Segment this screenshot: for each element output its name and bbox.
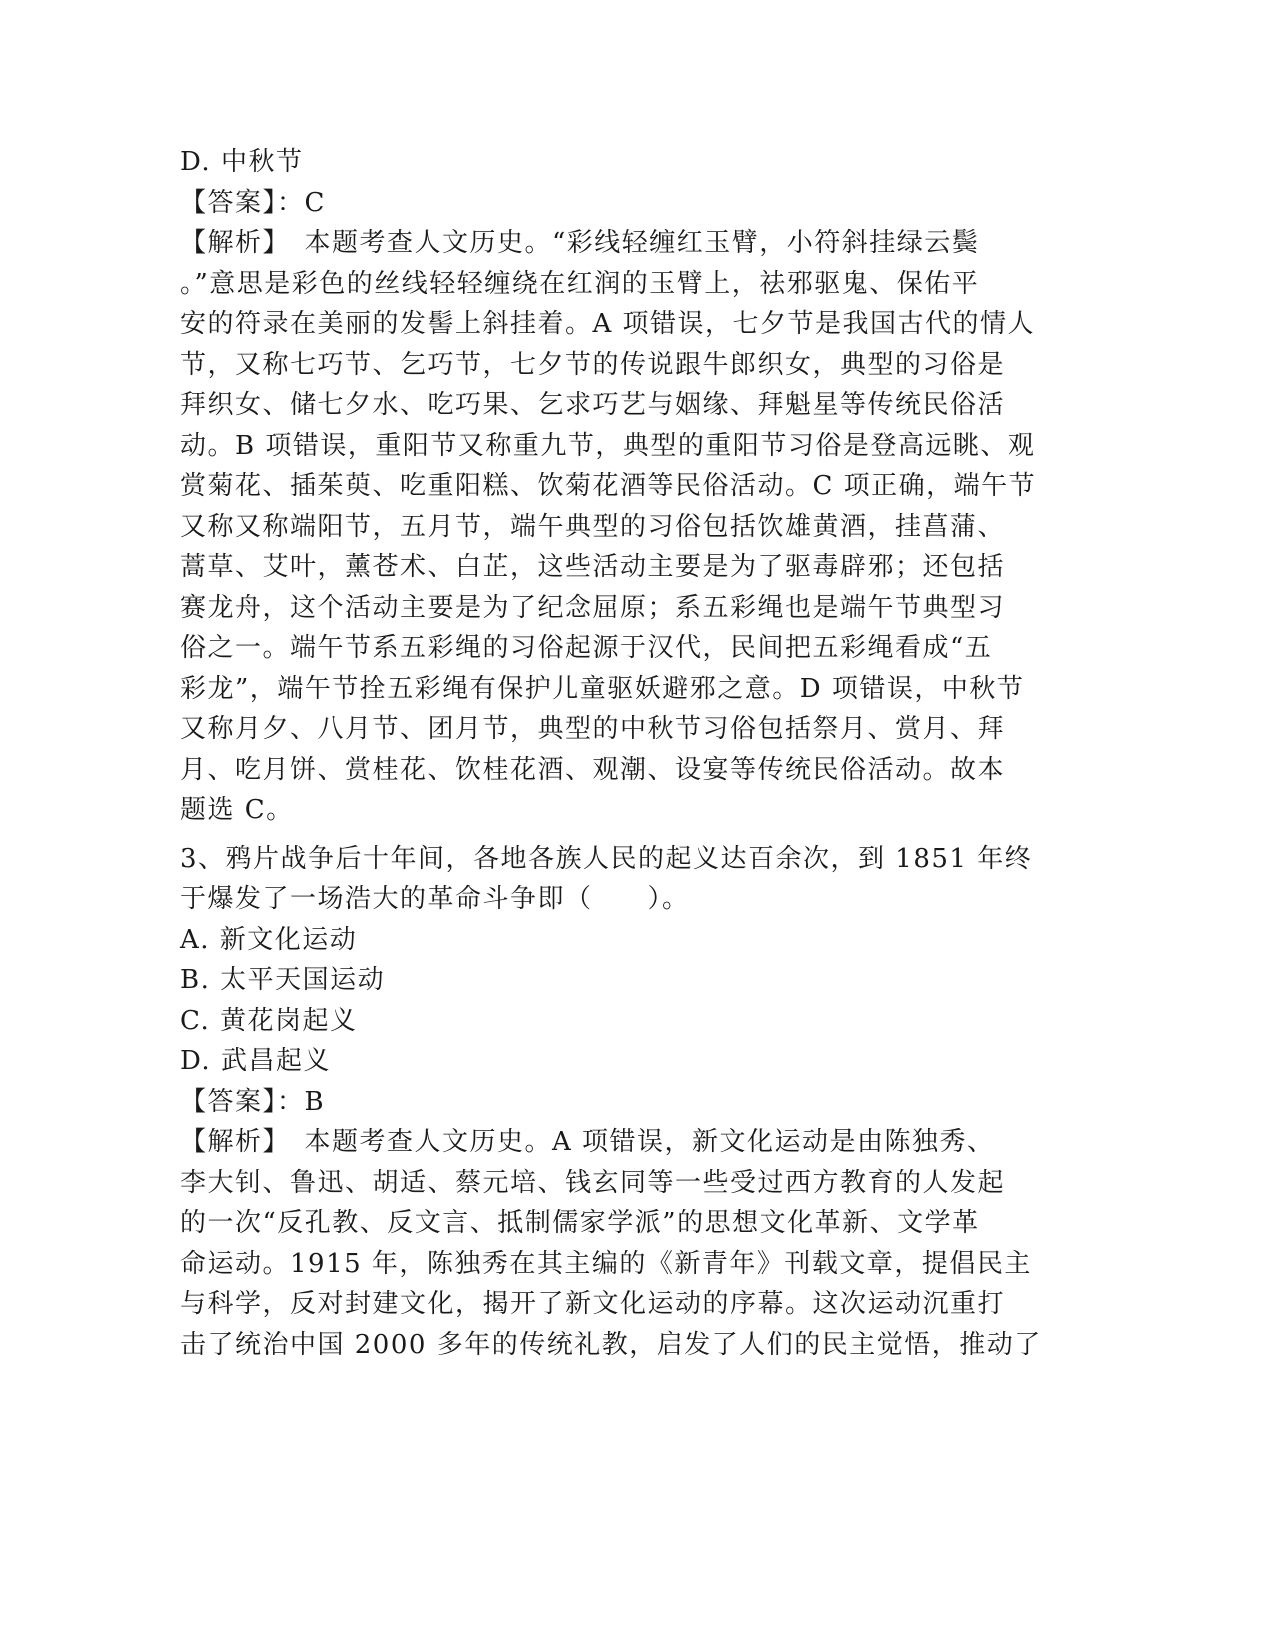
analysis-line: 命运动。1915 年，陈独秀在其主编的《新青年》刊载文章，提倡民主 <box>180 1248 1032 1279</box>
analysis-line: 安的符录在美丽的发髻上斜挂着。A 项错误，七夕节是我国古代的情人 <box>180 309 1036 339</box>
question-2-tail <box>180 142 1040 831</box>
analysis-line: 李大钊、鲁迅、胡适、蔡元培、钱玄同等一些受过西方教育的人发起 <box>180 1167 1006 1198</box>
analysis-line: 题选 C。 <box>180 795 294 825</box>
analysis-line: 赛龙舟，这个活动主要是为了纪念屈原；系五彩绳也是端午节典型习 <box>180 592 1006 623</box>
option-c: C. 黄花岗起义 <box>180 1005 358 1036</box>
analysis-block <box>180 223 1040 831</box>
analysis-line: 彩龙”，端午节拴五彩绳有保护儿童驱妖避邪之意。D 项错误，中秋节 <box>180 673 1025 704</box>
option-b: B. 太平天国运动 <box>180 965 386 995</box>
analysis-line: 又称又称端阳节，五月节，端午典型的习俗包括饮雄黄酒，挂菖蒲、 <box>180 511 1006 542</box>
analysis-line: 的一次“反孔教、反文言、抵制儒家学派”的思想文化革新、文学革 <box>180 1208 980 1238</box>
analysis-line: 动。B 项错误，重阳节又称重九节，典型的重阳节习俗是登高远眺、观 <box>180 430 1036 461</box>
option-d: D. 武昌起义 <box>180 1046 331 1076</box>
document-page <box>180 142 1040 1365</box>
question-stem: 于爆发了一场浩大的革命斗争即（ ）。 <box>180 884 690 914</box>
analysis-block <box>180 1122 1040 1365</box>
analysis-line: 俗之一。端午节系五彩绳的习俗起源于汉代，民间把五彩绳看成“五 <box>180 633 993 663</box>
analysis-line: 月、吃月饼、赏桂花、饮桂花酒、观潮、设宴等传统民俗活动。故本 <box>180 754 1006 785</box>
option-d: D. 中秋节 <box>180 147 304 177</box>
answer-line: 【答案】：C <box>180 187 326 218</box>
analysis-line: 【解析】 本题考查人文历史。A 项错误，新文化运动是由陈独秀、 <box>180 1127 995 1157</box>
answer-line: 【答案】：B <box>180 1086 326 1117</box>
analysis-line: 又称月夕、八月节、团月节，典型的中秋节习俗包括祭月、赏月、拜 <box>180 714 1006 744</box>
analysis-line: 与科学，反对封建文化，揭开了新文化运动的序幕。这次运动沉重打 <box>180 1289 1006 1319</box>
analysis-line: 赏菊花、插茱萸、吃重阳糕、饮菊花酒等民俗活动。C 项正确，端午节 <box>180 471 1037 501</box>
analysis-line: 。”意思是彩色的丝线轻轻缠绕在红润的玉臂上，祛邪驱鬼、保佑平 <box>180 268 980 299</box>
question-3 <box>180 839 1040 1366</box>
question-stem: 3、鸦片战争后十年间，各地各族人民的起义达百余次，到 1851 年终 <box>180 843 1033 874</box>
analysis-line: 【解析】 本题考查人文历史。“彩线轻缠红玉臂，小符斜挂绿云鬓 <box>180 228 980 258</box>
analysis-line: 蒿草、艾叶，薰苍术、白芷，这些活动主要是为了驱毒辟邪；还包括 <box>180 552 1006 582</box>
analysis-line: 节，又称七巧节、乞巧节，七夕节的传说跟牛郎织女，典型的习俗是 <box>180 349 1006 380</box>
analysis-line: 击了统治中国 2000 多年的传统礼教，启发了人们的民主觉悟，推动了 <box>180 1329 1042 1360</box>
option-a: A. 新文化运动 <box>180 924 358 955</box>
analysis-line: 拜织女、储七夕水、吃巧果、乞求巧艺与姻缘、拜魁星等传统民俗活 <box>180 390 1006 420</box>
